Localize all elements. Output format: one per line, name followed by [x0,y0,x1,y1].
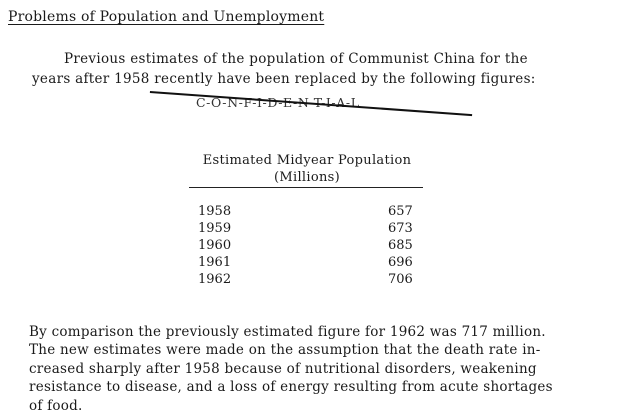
table-row [198,272,418,289]
table-title-unit: (Millions) [274,170,340,185]
closing-paragraph-line: By comparison the previously estimated figure for 1962 was 717 million. [29,324,546,340]
table-title [187,152,427,186]
section-heading: Problems of Population and Unemployment [8,9,325,25]
table-cell-population: 706 [388,272,413,287]
table-row [198,204,418,221]
table-cell-population: 657 [388,204,413,219]
intro-paragraph-line: years after 1958 recently have been replaced by the following figures: [32,71,536,87]
table-header-rule [189,187,423,188]
table-cell-year: 1959 [198,221,232,236]
closing-paragraph-line: of food. [29,397,83,414]
table-cell-year: 1961 [198,255,232,270]
table-title-main: Estimated Midyear Population [202,153,412,168]
closing-paragraph-line: The new estimates were made on the assumption that the death rate in- [29,342,541,359]
table-row [198,238,418,255]
intro-paragraph-line: Previous estimates of the population of Communist China for the [64,51,528,67]
table-cell-year: 1958 [198,204,232,219]
closing-paragraph [29,323,553,415]
table-cell-population: 696 [388,255,413,270]
table-cell-population: 673 [388,221,413,236]
table-cell-population: 685 [388,238,413,253]
table-cell-year: 1960 [198,238,232,253]
closing-paragraph-line: creased sharply after 1958 because of nutritional disorders, weakening [29,360,537,377]
classification-stamp: C-O-N-F-I-D-E-N-T-I-A-L [196,95,360,110]
closing-paragraph-line: resistance to disease, and a loss of energy resulting from acute shortages [29,379,553,396]
table-cell-year: 1962 [198,272,232,287]
table-row [198,255,418,272]
table-row [198,221,418,238]
